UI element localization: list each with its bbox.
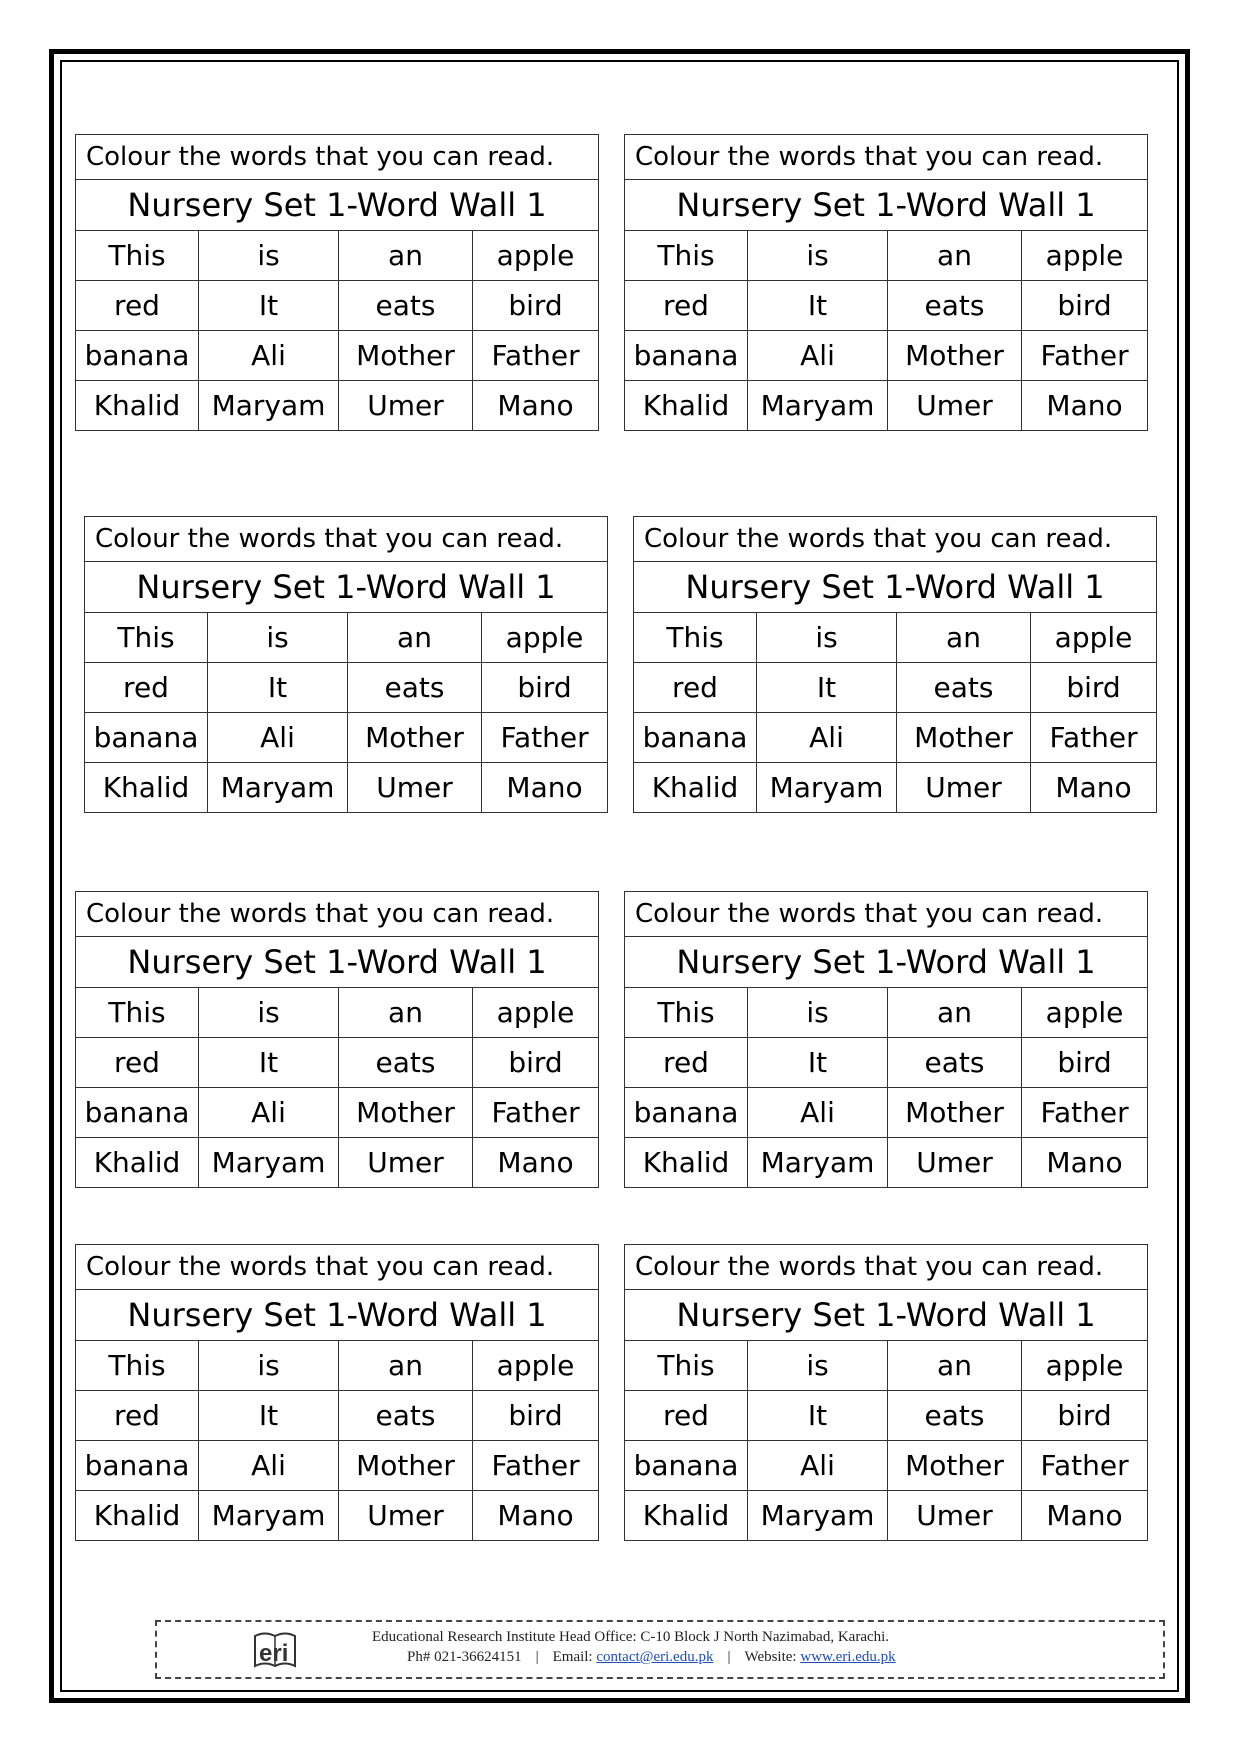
word-cell[interactable]: apple — [1031, 613, 1157, 663]
word-cell[interactable]: Mano — [1031, 763, 1157, 813]
word-cell[interactable]: Umer — [348, 763, 482, 813]
word-cell[interactable]: Umer — [888, 381, 1022, 431]
word-cell[interactable]: an — [348, 613, 482, 663]
word-wall-card — [633, 516, 1157, 813]
card-title: Nursery Set 1-Word Wall 1 — [634, 562, 1157, 613]
word-cell[interactable]: Maryam — [757, 763, 897, 813]
word-wall-card — [75, 1244, 599, 1541]
word-cell[interactable]: an — [888, 988, 1022, 1038]
card-instruction: Colour the words that you can read. — [625, 135, 1148, 180]
word-cell[interactable]: This — [625, 988, 748, 1038]
word-wall-card — [84, 516, 608, 813]
word-cell[interactable]: Mother — [888, 1441, 1022, 1491]
word-cell[interactable]: Mother — [339, 1441, 473, 1491]
word-cell[interactable]: red — [76, 1391, 199, 1441]
word-cell[interactable]: Father — [473, 1088, 599, 1138]
card-instruction: Colour the words that you can read. — [634, 517, 1157, 562]
word-cell[interactable]: bird — [1022, 1038, 1148, 1088]
word-cell[interactable]: Maryam — [199, 381, 339, 431]
word-cell[interactable]: Father — [1022, 331, 1148, 381]
word-cell[interactable]: Father — [473, 1441, 599, 1491]
word-cell[interactable]: an — [888, 231, 1022, 281]
word-cell[interactable]: is — [199, 988, 339, 1038]
word-cell[interactable]: an — [897, 613, 1031, 663]
word-cell[interactable]: Umer — [888, 1491, 1022, 1541]
word-cell[interactable]: This — [85, 613, 208, 663]
website-link[interactable]: www.eri.edu.pk — [800, 1649, 896, 1665]
word-cell[interactable]: Khalid — [625, 1138, 748, 1188]
card-instruction: Colour the words that you can read. — [76, 1245, 599, 1290]
word-cell[interactable]: Father — [482, 713, 608, 763]
card-title: Nursery Set 1-Word Wall 1 — [625, 180, 1148, 231]
word-cell[interactable]: banana — [85, 713, 208, 763]
word-cell[interactable]: eats — [897, 663, 1031, 713]
word-cell[interactable]: is — [208, 613, 348, 663]
word-cell[interactable]: It — [748, 1038, 888, 1088]
card-instruction: Colour the words that you can read. — [76, 892, 599, 937]
word-wall-card — [75, 134, 599, 431]
word-cell[interactable]: bird — [473, 1038, 599, 1088]
word-cell[interactable]: Ali — [199, 1088, 339, 1138]
card-instruction: Colour the words that you can read. — [76, 135, 599, 180]
word-cell[interactable]: Khalid — [85, 763, 208, 813]
word-cell[interactable]: Father — [1022, 1088, 1148, 1138]
word-cell[interactable]: Maryam — [199, 1491, 339, 1541]
word-cell[interactable]: is — [748, 231, 888, 281]
word-cell[interactable]: This — [625, 1341, 748, 1391]
word-cell[interactable]: Khalid — [634, 763, 757, 813]
word-cell[interactable]: Mother — [888, 1088, 1022, 1138]
footer — [155, 1620, 1165, 1679]
word-cell[interactable]: This — [76, 1341, 199, 1391]
word-cell[interactable]: banana — [76, 1088, 199, 1138]
word-cell[interactable]: It — [199, 281, 339, 331]
word-cell[interactable]: Khalid — [76, 1491, 199, 1541]
word-wall-card — [75, 891, 599, 1188]
word-cell[interactable]: It — [748, 1391, 888, 1441]
word-cell[interactable]: an — [339, 1341, 473, 1391]
website-label: Website: — [744, 1649, 797, 1665]
word-cell[interactable]: eats — [348, 663, 482, 713]
card-instruction: Colour the words that you can read. — [85, 517, 608, 562]
word-cell[interactable]: banana — [76, 1441, 199, 1491]
card-instruction: Colour the words that you can read. — [625, 892, 1148, 937]
word-cell[interactable]: banana — [625, 1441, 748, 1491]
word-cell[interactable]: Mano — [1022, 1138, 1148, 1188]
word-cell[interactable]: apple — [1022, 1341, 1148, 1391]
word-cell[interactable]: Mano — [473, 1138, 599, 1188]
card-title: Nursery Set 1-Word Wall 1 — [625, 1290, 1148, 1341]
word-cell[interactable]: Khalid — [76, 1138, 199, 1188]
word-cell[interactable]: apple — [473, 988, 599, 1038]
word-cell[interactable]: an — [339, 231, 473, 281]
word-cell[interactable]: red — [625, 1391, 748, 1441]
word-cell[interactable]: bird — [1022, 281, 1148, 331]
word-cell[interactable]: Maryam — [208, 763, 348, 813]
card-title: Nursery Set 1-Word Wall 1 — [625, 937, 1148, 988]
word-cell[interactable]: red — [76, 1038, 199, 1088]
footer-phone: Ph# 021-36624151 — [407, 1649, 522, 1665]
card-title: Nursery Set 1-Word Wall 1 — [76, 937, 599, 988]
word-cell[interactable]: Mano — [1022, 1491, 1148, 1541]
word-cell[interactable]: bird — [1031, 663, 1157, 713]
word-cell[interactable]: apple — [473, 1341, 599, 1391]
word-cell[interactable]: It — [208, 663, 348, 713]
word-cell[interactable]: Maryam — [748, 1138, 888, 1188]
card-title: Nursery Set 1-Word Wall 1 — [76, 180, 599, 231]
word-cell[interactable]: Maryam — [748, 1491, 888, 1541]
footer-contact-line — [407, 1649, 896, 1666]
word-cell[interactable]: Mother — [897, 713, 1031, 763]
word-cell[interactable]: eats — [888, 281, 1022, 331]
word-cell[interactable]: This — [76, 231, 199, 281]
card-title: Nursery Set 1-Word Wall 1 — [76, 1290, 599, 1341]
separator: | — [535, 1649, 539, 1665]
word-cell[interactable]: banana — [625, 1088, 748, 1138]
word-cell[interactable]: It — [199, 1038, 339, 1088]
word-cell[interactable]: an — [888, 1341, 1022, 1391]
footer-address: Educational Research Institute Head Office: C-10 Block J North Nazimabad, Karachi. — [372, 1629, 890, 1645]
word-cell[interactable]: Umer — [897, 763, 1031, 813]
word-cell[interactable]: bird — [473, 281, 599, 331]
word-wall-card — [624, 1244, 1148, 1541]
word-cell[interactable]: is — [757, 613, 897, 663]
word-cell[interactable]: Father — [1022, 1441, 1148, 1491]
word-cell[interactable]: Umer — [339, 1491, 473, 1541]
card-title: Nursery Set 1-Word Wall 1 — [85, 562, 608, 613]
word-cell[interactable]: banana — [76, 331, 199, 381]
word-cell[interactable]: bird — [1022, 1391, 1148, 1441]
word-cell[interactable]: red — [76, 281, 199, 331]
word-cell[interactable]: Ali — [748, 1088, 888, 1138]
word-cell[interactable]: apple — [482, 613, 608, 663]
card-instruction: Colour the words that you can read. — [625, 1245, 1148, 1290]
word-cell[interactable]: is — [199, 1341, 339, 1391]
word-cell[interactable]: Khalid — [76, 381, 199, 431]
word-cell[interactable]: Maryam — [748, 381, 888, 431]
word-cell[interactable]: eats — [888, 1038, 1022, 1088]
word-cell[interactable]: red — [625, 1038, 748, 1088]
word-wall-card — [624, 134, 1148, 431]
eri-logo — [252, 1630, 298, 1672]
word-cell[interactable]: Khalid — [625, 381, 748, 431]
word-cell[interactable]: an — [339, 988, 473, 1038]
word-cell[interactable]: Mano — [1022, 381, 1148, 431]
word-cell[interactable]: It — [748, 281, 888, 331]
word-cell[interactable]: Mother — [339, 1088, 473, 1138]
word-cell[interactable]: Mother — [888, 331, 1022, 381]
word-cell[interactable]: eats — [339, 281, 473, 331]
word-cell[interactable]: Ali — [748, 1441, 888, 1491]
word-cell[interactable]: Umer — [888, 1138, 1022, 1188]
word-cell[interactable]: It — [757, 663, 897, 713]
word-cell[interactable]: It — [199, 1391, 339, 1441]
email-link[interactable]: contact@eri.edu.pk — [596, 1649, 714, 1665]
word-cell[interactable]: Khalid — [625, 1491, 748, 1541]
word-wall-card — [624, 891, 1148, 1188]
word-cell[interactable]: This — [625, 231, 748, 281]
logo-text: eri — [259, 1640, 289, 1667]
word-cell[interactable]: eats — [888, 1391, 1022, 1441]
word-cell[interactable]: red — [625, 281, 748, 331]
word-cell[interactable]: Father — [1031, 713, 1157, 763]
word-cell[interactable]: Umer — [339, 381, 473, 431]
word-cell[interactable]: apple — [1022, 231, 1148, 281]
word-cell[interactable]: red — [634, 663, 757, 713]
word-cell[interactable]: Mano — [482, 763, 608, 813]
email-label: Email: — [552, 1649, 593, 1665]
word-cell[interactable]: bird — [482, 663, 608, 713]
word-cell[interactable]: banana — [634, 713, 757, 763]
separator: | — [727, 1649, 731, 1665]
word-cell[interactable]: This — [634, 613, 757, 663]
word-cell[interactable]: Ali — [208, 713, 348, 763]
word-cell[interactable]: Mother — [348, 713, 482, 763]
word-cell[interactable]: apple — [1022, 988, 1148, 1038]
word-cell[interactable]: apple — [473, 231, 599, 281]
word-cell[interactable]: red — [85, 663, 208, 713]
word-cell[interactable]: Mano — [473, 381, 599, 431]
word-cell[interactable]: Mother — [339, 331, 473, 381]
word-cell[interactable]: Ali — [748, 331, 888, 381]
word-cell[interactable]: is — [199, 231, 339, 281]
word-cell[interactable]: eats — [339, 1038, 473, 1088]
word-cell[interactable]: Father — [473, 331, 599, 381]
word-cell[interactable]: Maryam — [199, 1138, 339, 1188]
word-cell[interactable]: is — [748, 1341, 888, 1391]
word-cell[interactable]: Ali — [199, 1441, 339, 1491]
word-cell[interactable]: is — [748, 988, 888, 1038]
word-cell[interactable]: Ali — [757, 713, 897, 763]
word-cell[interactable]: This — [76, 988, 199, 1038]
word-cell[interactable]: Umer — [339, 1138, 473, 1188]
word-cell[interactable]: eats — [339, 1391, 473, 1441]
word-cell[interactable]: Mano — [473, 1491, 599, 1541]
word-cell[interactable]: bird — [473, 1391, 599, 1441]
word-cell[interactable]: banana — [625, 331, 748, 381]
word-cell[interactable]: Ali — [199, 331, 339, 381]
